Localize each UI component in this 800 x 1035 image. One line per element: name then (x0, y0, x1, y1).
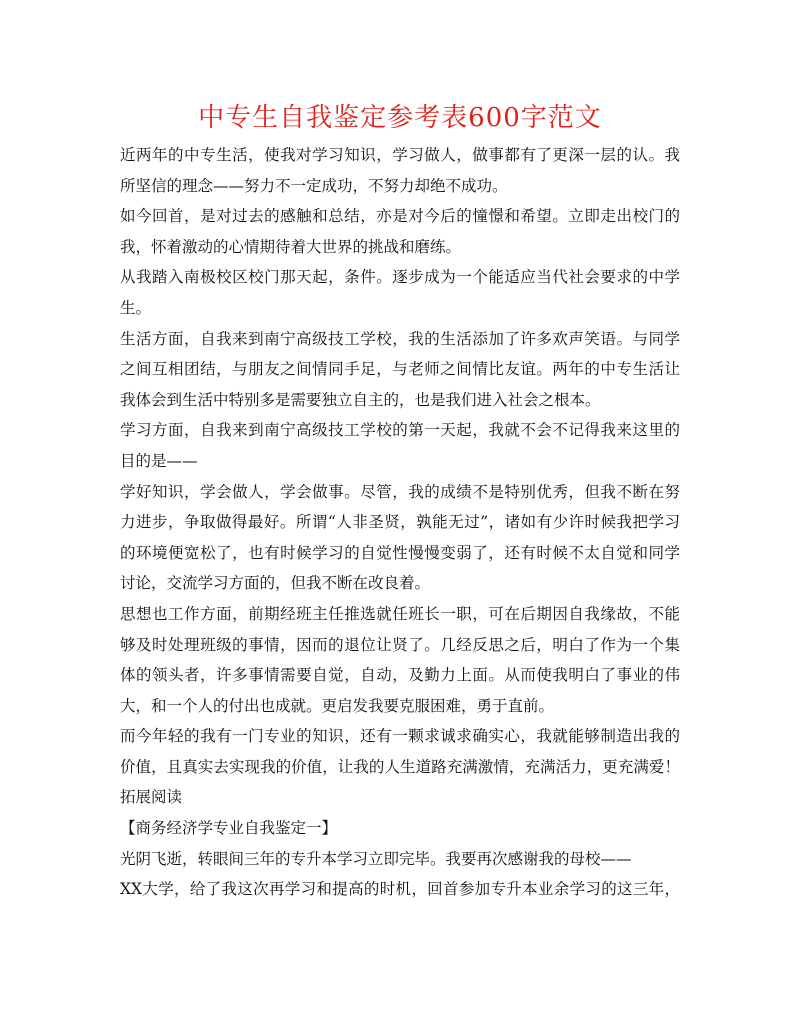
text-line: 思想也工作方面，前期经班主任推选就任班长一职，可在后期因自我缘故，不能 (120, 604, 680, 623)
text-line: 生活方面，自我来到南宁高级技工学校，我的生活添加了许多欢声笑语。与同学 (120, 329, 680, 348)
text-line: 光阴飞逝，转眼间三年的专升本学习立即完毕。我要再次感谢我的母校—— (120, 849, 632, 868)
text-line: 而今年轻的我有一门专业的知识，还有一颗求诚求确实心，我就能够制造出我的 (120, 727, 680, 746)
text-line: XX大学，给了我这次再学习和提高的时机，回首参加专升本业余学习的这三年， (120, 880, 680, 899)
text-line: 学好知识，学会做人，学会做事。尽管，我的成绩不是特别优秀，但我不断在努 (120, 482, 680, 501)
text-line: 够及时处理班级的事情，因而的退位让贤了。几经反思之后，明白了作为一个集 (120, 635, 680, 654)
text-line: 体的领头者，许多事情需要自觉，自动，及勤力上面。从而使我明白了事业的伟 (120, 666, 680, 685)
text-line: 讨论，交流学习方面的，但我不断在改良着。 (120, 574, 431, 593)
text-line: 我体会到生活中特别多是需要独立自主的，也是我们进入社会之根本。 (120, 390, 601, 409)
text-line: 所坚信的理念——努力不一定成功，不努力却绝不成功。 (120, 176, 508, 195)
text-line: 的环境便宽松了，也有时候学习的自觉性慢慢变弱了，还有时候不太自觉和同学 (120, 543, 680, 562)
text-line: 如今回首，是对过去的感触和总结，亦是对今后的憧憬和希望。立即走出校门的 (120, 207, 680, 226)
text-line: 近两年的中专生活，使我对学习知识，学习做人，做事都有了更深一层的认。我 (120, 146, 680, 164)
text-line: 价值，且真实去实现我的价值，让我的人生道路充满激情，充满活力，更充满爱！ (120, 757, 680, 776)
text-line: 生。 (120, 298, 152, 317)
text-line: 学习方面，自我来到南宁高级技工学校的第一天起，我就不会不记得我来这里的 (120, 421, 680, 440)
document-title: 中专生自我鉴定参考表600字范文 (198, 103, 602, 133)
text-line: 拓展阅读 (120, 788, 183, 807)
text-line: 从我踏入南极校区校门那天起，条件。逐步成为一个能适应当代社会要求的中学 (120, 268, 680, 287)
text-line: 大，和一个人的付出也成就。更启发我要克服困难，勇于直前。 (120, 696, 555, 715)
document-body (120, 140, 680, 905)
text-line: 【商务经济学专业自我鉴定一】 (120, 819, 338, 838)
text-line: 我，怀着激动的心情期待着大世界的挑战和磨练。 (120, 237, 462, 256)
text-line: 力进步，争取做得最好。所谓“人非圣贤，孰能无过”，诸如有少许时候我把学习 (120, 513, 680, 532)
text-line: 目的是—— (120, 451, 198, 470)
text-line: 之间互相团结，与朋友之间情同手足，与老师之间情比友谊。两年的中专生活让 (120, 360, 680, 379)
